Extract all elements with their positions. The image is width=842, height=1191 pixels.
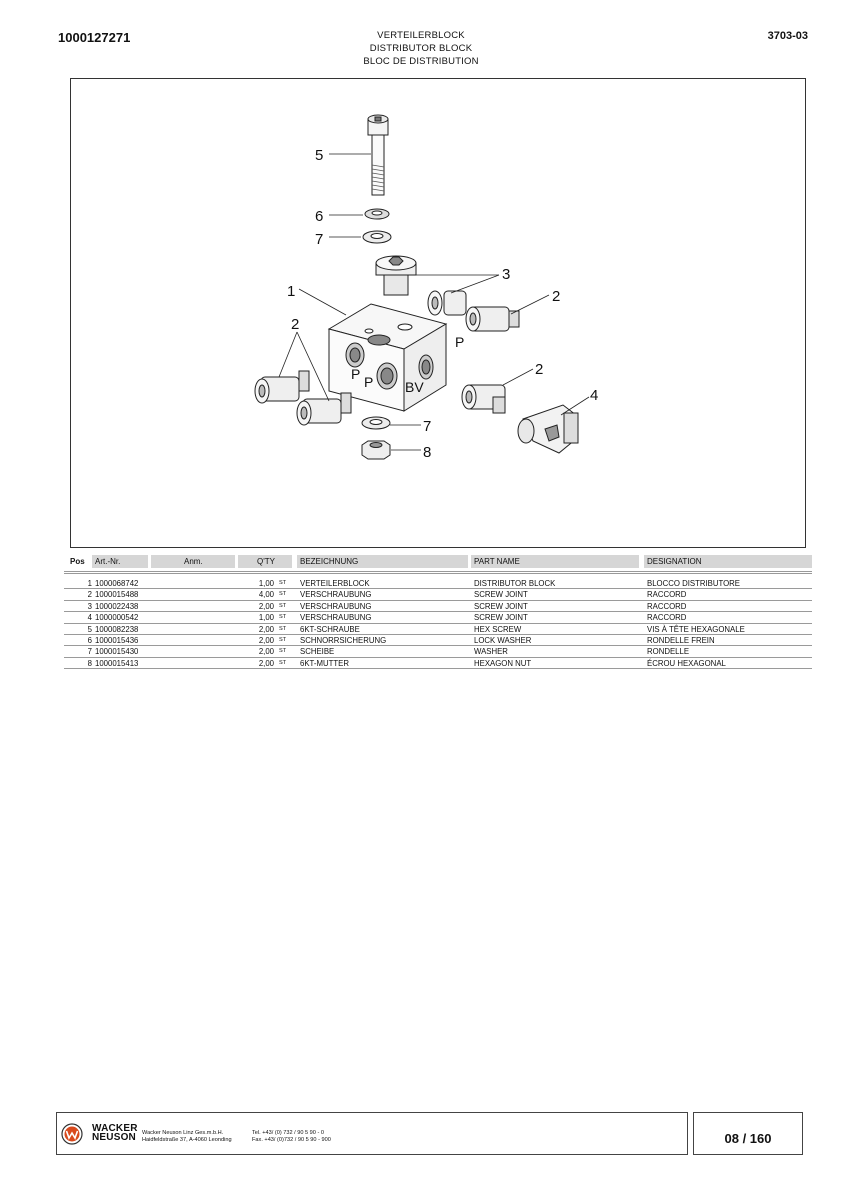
page-number: 08 / 160 — [693, 1112, 803, 1155]
callout-3: 3 — [502, 266, 511, 283]
exploded-view-drawing — [70, 78, 806, 548]
cell-fr: VIS À TÊTE HEXAGONALE — [647, 624, 745, 634]
cell-art: 1000015413 — [95, 658, 139, 668]
cell-art: 1000015430 — [95, 647, 139, 657]
title-german: VERTEILERBLOCK — [377, 30, 465, 41]
cell-de: 6KT-SCHRAUBE — [300, 624, 360, 634]
header-anm: Anm. — [151, 555, 235, 568]
cell-en: SCREW JOINT — [474, 590, 528, 600]
callout-2-lower-right: 2 — [535, 361, 544, 378]
title-french: BLOC DE DISTRIBUTION — [363, 56, 479, 67]
cell-qty: 2,00 — [258, 601, 274, 611]
elbow-joint-4 — [518, 405, 578, 453]
cell-fr: RONDELLE — [647, 647, 690, 657]
cell-qty: 4,00 — [258, 590, 274, 600]
callout-7-bottom: 7 — [423, 418, 432, 435]
callout-2-upper-right: 2 — [552, 288, 561, 305]
cell-pos: 2 — [87, 590, 92, 600]
company-contact — [252, 1130, 331, 1144]
cell-qty: 2,00 — [258, 647, 274, 657]
cell-art: 1000068742 — [95, 579, 139, 588]
port-label-p-center: P — [364, 374, 374, 390]
page-title — [0, 29, 842, 68]
table-row — [64, 646, 812, 657]
company-fax: Fax. +43/ (0)732 / 90 5 90 - 900 — [252, 1137, 331, 1143]
callout-5: 5 — [315, 147, 324, 164]
cell-pos: 1 — [87, 579, 92, 588]
title-english: DISTRIBUTOR BLOCK — [369, 43, 473, 54]
wacker-neuson-logo-icon — [61, 1123, 83, 1145]
callout-4: 4 — [590, 387, 599, 404]
cell-unit: ST — [279, 614, 287, 621]
cell-pos: 6 — [87, 635, 92, 645]
port-label-p-right: P — [455, 334, 465, 350]
cell-en: LOCK WASHER — [474, 635, 532, 645]
cell-en: SCREW JOINT — [474, 613, 528, 623]
screw-joint-3-top — [376, 256, 416, 295]
cell-fr: RONDELLE FREIN — [647, 635, 715, 645]
cell-unit: ST — [279, 580, 287, 586]
company-tel: Tel. +43/ (0) 732 / 90 5 90 - 0 — [252, 1130, 324, 1136]
cell-unit: ST — [279, 636, 287, 643]
cell-unit: ST — [279, 591, 287, 598]
brand-line-1: WACKER — [92, 1123, 138, 1134]
cell-pos: 8 — [87, 658, 92, 668]
hex-nut-part — [362, 441, 390, 459]
page-current: 08 — [724, 1131, 739, 1146]
cell-de: 6KT-MUTTER — [300, 658, 349, 668]
cell-de: VERSCHRAUBUNG — [300, 590, 372, 600]
callout-2-left: 2 — [291, 316, 300, 333]
exploded-view-illustration — [71, 79, 807, 549]
cell-en: SCREW JOINT — [474, 601, 528, 611]
cell-fr: BLOCCO DISTRIBUTORE — [647, 579, 740, 588]
parts-table-body — [64, 578, 812, 669]
callout-6: 6 — [315, 208, 324, 225]
cell-art: 1000015436 — [95, 635, 139, 645]
cell-qty: 1,00 — [258, 579, 274, 588]
table-row — [64, 601, 812, 612]
screw-joint-2-left-a — [255, 371, 309, 403]
company-name: Wacker Neuson Linz Ges.m.b.H. — [142, 1130, 224, 1136]
cell-qty: 1,00 — [258, 613, 274, 623]
company-street: Haidfeldstraße 37, A-4060 Leonding — [142, 1137, 232, 1143]
cell-pos: 3 — [87, 601, 92, 611]
cell-art: 1000000542 — [95, 613, 139, 623]
cell-art: 1000015488 — [95, 590, 139, 600]
cell-en: HEXAGON NUT — [474, 658, 532, 668]
cell-fr: RACCORD — [647, 590, 687, 600]
callout-1: 1 — [287, 283, 296, 300]
cell-de: SCHEIBE — [300, 647, 335, 657]
screw-joint-3-side — [428, 291, 466, 315]
cell-en: WASHER — [474, 647, 508, 657]
table-header-rule — [64, 571, 812, 574]
screw-joint-2-left-b — [297, 393, 351, 425]
cell-unit: ST — [279, 625, 287, 632]
table-row — [64, 578, 812, 589]
callout-8: 8 — [423, 444, 432, 461]
cell-de: VERSCHRAUBUNG — [300, 613, 372, 623]
cell-qty: 2,00 — [258, 624, 274, 634]
cell-qty: 2,00 — [258, 635, 274, 645]
hex-screw-part — [368, 115, 388, 195]
cell-unit: ST — [279, 602, 287, 609]
footer-company-box — [56, 1112, 688, 1155]
header-part-name: PART NAME — [471, 555, 639, 568]
cell-unit: ST — [279, 648, 287, 655]
cell-art: 1000082238 — [95, 624, 139, 634]
cell-unit: ST — [279, 659, 287, 666]
brand-name — [92, 1124, 138, 1142]
header-qty: Q'TY — [238, 555, 292, 568]
table-row — [64, 589, 812, 600]
screw-joint-2-upper-right — [466, 307, 519, 331]
table-row — [64, 635, 812, 646]
parts-table-header — [64, 555, 812, 568]
header-bezeichnung: BEZEICHNUNG — [297, 555, 468, 568]
cell-en: DISTRIBUTOR BLOCK — [474, 579, 556, 588]
document-number: 1000127271 — [58, 30, 131, 45]
cell-pos: 5 — [87, 624, 92, 634]
cell-en: HEX SCREW — [474, 624, 522, 634]
screw-joint-2-lower-right — [462, 385, 505, 413]
cell-pos: 7 — [87, 647, 92, 657]
cell-de: SCHNORRSICHERUNG — [300, 635, 387, 645]
header-pos: Pos — [70, 557, 85, 566]
callout-7-top: 7 — [315, 231, 324, 248]
port-label-bv: BV — [405, 379, 424, 395]
header-designation: DESIGNATION — [644, 555, 812, 568]
header-art-nr: Art.-Nr. — [92, 555, 148, 568]
brand-line-2: NEUSON — [92, 1132, 136, 1143]
port-label-p-left: P — [351, 366, 361, 382]
company-address — [142, 1130, 232, 1144]
cell-qty: 2,00 — [258, 658, 274, 668]
cell-pos: 4 — [87, 613, 92, 623]
cell-fr: RACCORD — [647, 613, 687, 623]
page-code: 3703-03 — [767, 30, 808, 42]
table-row — [64, 624, 812, 635]
cell-fr: ÉCROU HEXAGONAL — [647, 658, 726, 668]
table-row — [64, 612, 812, 623]
table-row — [64, 658, 812, 669]
cell-fr: RACCORD — [647, 601, 687, 611]
page-total: 160 — [749, 1131, 772, 1146]
cell-de: VERTEILERBLOCK — [300, 579, 370, 588]
cell-de: VERSCHRAUBUNG — [300, 601, 372, 611]
cell-art: 1000022438 — [95, 601, 139, 611]
